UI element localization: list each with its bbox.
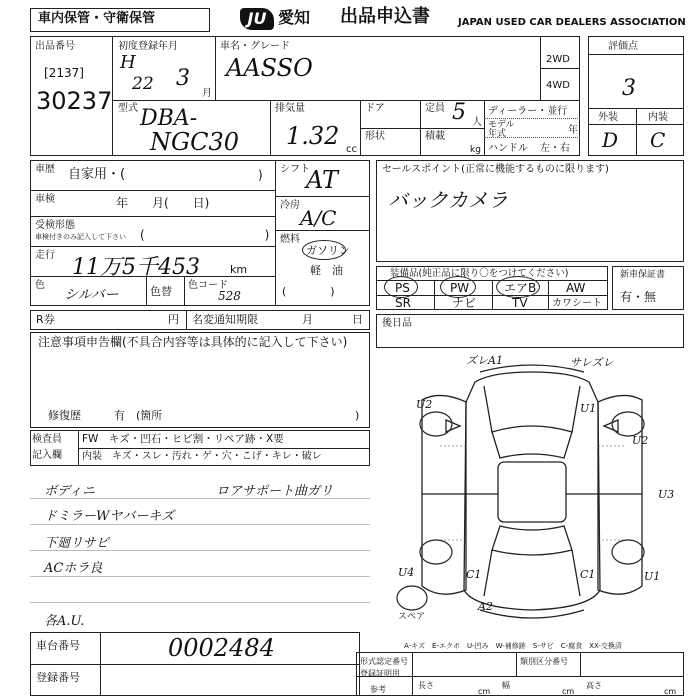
diagram-note-u1-rear: U1 <box>644 570 661 583</box>
r-ticket-label: R券 <box>36 313 55 326</box>
color-code-value: 528 <box>218 289 241 303</box>
diagram-note-a2-rear: A2 <box>478 600 493 613</box>
acceptance-paren: ( ) <box>140 228 270 242</box>
inspector-label-1: 検査員 <box>32 434 62 445</box>
shift-value: AT <box>306 166 339 194</box>
acceptance-note: 車検付きのみ記入して下さい <box>35 233 126 241</box>
ac-label: 冷房 <box>280 200 300 211</box>
lot-number: 30237 <box>36 87 113 115</box>
later-docs-box <box>376 314 684 348</box>
reg-number-label: 登録番号 <box>36 671 80 684</box>
fuel-label: 燃料 <box>280 234 300 245</box>
diagram-note-u3-right: U3 <box>658 488 675 501</box>
comment-line-1: ボディニ <box>44 484 95 499</box>
diagram-note-c1-right: C1 <box>580 568 596 581</box>
notes-label: 注意事項申告欄(不具合内容等は具体的に記入して下さい) <box>38 335 348 349</box>
height-cm: cm <box>664 687 677 696</box>
warranty-label: 新車保証書 <box>620 270 666 280</box>
drive-2wd: 2WD <box>546 54 570 65</box>
car-name-label: 車名・グレード <box>220 41 290 52</box>
registration-year: 22 <box>132 74 154 94</box>
diagram-note-u4-left: U4 <box>398 566 415 579</box>
drive-4wd: 4WD <box>546 80 570 91</box>
registration-era: H <box>120 52 136 73</box>
comment-line-4: ACホラ良 <box>44 561 103 576</box>
grade-int-label: 内装 <box>648 112 668 123</box>
registration-month: 3 <box>176 66 190 91</box>
grade-ext-label: 外装 <box>598 112 618 123</box>
width-label: 幅 <box>502 681 510 690</box>
capacity-label: 定員 <box>425 103 445 114</box>
reg-cert-label: 登録証明用 <box>360 669 400 678</box>
r-ticket-yen: 円 <box>168 313 179 326</box>
load-label: 積載 <box>425 131 445 142</box>
handle-options: 左・右 <box>540 143 570 154</box>
inspector-label-2: 記入欄 <box>32 450 62 461</box>
equip-pw: PW <box>450 281 470 295</box>
dealer-year-label: 年式 <box>488 129 507 139</box>
sales-points-label: セールスポイント(正常に機能するものに限ります) <box>382 164 609 175</box>
displacement-unit: cc <box>346 144 357 155</box>
color-label: 色 <box>35 280 45 291</box>
storage-note: 車内保管・守衛保管 <box>38 11 156 26</box>
height-label: 高さ <box>586 681 602 690</box>
model-label: 型式 <box>118 103 138 114</box>
diagram-note-front-right: サレズレ <box>570 356 614 369</box>
repair-label: 修復歴 <box>48 409 81 422</box>
later-docs-label: 後日品 <box>382 318 412 329</box>
grade-value: 3 <box>622 76 636 101</box>
length-label: 長さ <box>418 681 434 690</box>
equip-navi: ナビ <box>452 296 477 310</box>
diagram-note-u1-right: U1 <box>580 402 597 415</box>
car-damage-diagram <box>380 350 684 640</box>
form-title: 出品申込書 <box>340 6 430 27</box>
comment-line-3: 下廻リサビ <box>44 536 109 551</box>
width-cm: cm <box>562 687 575 696</box>
displacement-label: 排気量 <box>275 103 305 114</box>
color-value: シルバー <box>64 287 119 303</box>
repair-close: ) <box>355 409 360 422</box>
tax-notice-label: 名変通知期限 <box>192 313 258 326</box>
mileage-value: 11万5千453 <box>72 255 200 280</box>
history-value: 自家用・( <box>68 167 126 182</box>
history-close: ) <box>258 168 263 182</box>
mileage-unit: km <box>230 263 248 276</box>
damage-legend: A-キズ E-エクボ U-凹み W-補修跡 S-サビ C-腐食 XX-交換済 <box>404 642 622 650</box>
tax-notice-day: 日 <box>352 313 363 326</box>
equip-aw: AW <box>566 281 586 295</box>
equipment-label: 装備品(純正品に限り〇をつけてください) <box>390 268 569 279</box>
lot-label: 出品番号 <box>35 41 75 52</box>
displacement-value: 1.32 <box>286 122 340 150</box>
history-label: 車歴 <box>35 164 55 175</box>
inspection-label: 車検 <box>35 194 55 205</box>
grade-ext-value: D <box>602 128 619 152</box>
spare-label: スペア <box>398 612 426 622</box>
color-change-label: 色替 <box>150 285 172 298</box>
org-english: JAPAN USED CAR DEALERS ASSOCIATION <box>458 17 686 28</box>
equip-ps: PS <box>395 281 410 295</box>
equip-airbag: エアB <box>504 281 537 295</box>
fuel-light-oil: 軽 油 <box>310 264 343 277</box>
diagram-note-u2-left: U2 <box>416 398 433 411</box>
dealer-label: ディーラー・並行 <box>488 106 568 117</box>
pw-circle <box>440 276 476 298</box>
grade-label: 評価点 <box>608 41 638 52</box>
wheel-rear-left <box>420 540 452 564</box>
model-line1: DBA- <box>140 106 198 131</box>
model-line2: NGC30 <box>150 128 240 156</box>
handle-label: ハンドル <box>488 143 528 154</box>
inspector-int-row: 内装 キズ・スレ・汚れ・ゲ・穴・こげ・キレ・破レ <box>82 451 322 462</box>
windshield <box>492 426 572 458</box>
inspector-fw-row: FW キズ・凹石・ヒビ割・リペア跡・X要 <box>82 433 284 445</box>
shape-label: 形状 <box>365 131 385 142</box>
class-label: 類別区分番号 <box>520 657 568 666</box>
sales-points-value: バックカメラ <box>388 188 508 212</box>
shift-label: シフト <box>280 164 310 175</box>
car-name-value: AASSO <box>226 54 313 82</box>
ac-value: A/C <box>300 206 337 230</box>
ref-label: 参考 <box>370 685 386 694</box>
diagram-note-front-a1: ズレA1 <box>466 354 503 367</box>
lot-sub-number: [2137] <box>44 66 84 80</box>
chassis-label: 車台番号 <box>36 639 80 652</box>
capacity-value: 5 <box>452 100 466 125</box>
grade-int-value: C <box>650 128 666 152</box>
dealer-year-unit: 年 <box>568 125 578 136</box>
fuel-paren: ( ) <box>282 285 335 298</box>
length-cm: cm <box>478 687 491 696</box>
equip-tv: TV <box>512 296 528 310</box>
wheel-rear-right <box>612 540 644 564</box>
ju-logo: JU <box>240 8 274 30</box>
chassis-value: 0002484 <box>168 634 275 662</box>
fuel-gas: ガソリン <box>306 244 350 257</box>
comment-line-2: ドミラーWヤバーキズ <box>44 509 175 524</box>
capacity-unit: 人 <box>472 117 482 128</box>
warranty-value: 有・無 <box>620 290 657 304</box>
mileage-label: 走行 <box>35 250 55 261</box>
color-code-label: 色コード <box>188 280 228 291</box>
comment-line-5: 各A.U. <box>44 614 85 629</box>
wheel-front-left <box>420 412 452 436</box>
dealer-model-label: モデル <box>488 120 515 130</box>
equip-seat: カワシート <box>552 298 602 309</box>
airbag-circle <box>496 276 540 298</box>
diagram-note-c1-rear: C1 <box>466 568 482 581</box>
registration-label: 初度登録年月 <box>118 41 178 52</box>
acceptance-label: 受検形態 <box>35 220 75 231</box>
wheel-front-right <box>612 412 644 436</box>
cert-label: 形式認定番号 <box>360 657 408 666</box>
rear-window <box>492 526 572 555</box>
inspection-value: 年 月( 日) <box>116 196 210 210</box>
rear-bumper <box>480 610 584 618</box>
doors-label: ドア <box>365 103 385 114</box>
spare-tire <box>397 586 427 610</box>
comment-line-1b: ロアサポート曲ガリ <box>216 484 334 499</box>
load-kg: kg <box>470 145 481 155</box>
diagram-note-u2-right: U2 <box>632 434 649 447</box>
repair-value: 有 (箇所 <box>114 409 163 422</box>
registration-month-unit: 月 <box>202 88 212 99</box>
equip-sr: SR <box>395 296 411 310</box>
roof <box>498 462 566 522</box>
ps-circle <box>384 276 418 298</box>
org-title: 愛知 <box>278 8 311 27</box>
tax-notice-month: 月 <box>302 313 313 326</box>
